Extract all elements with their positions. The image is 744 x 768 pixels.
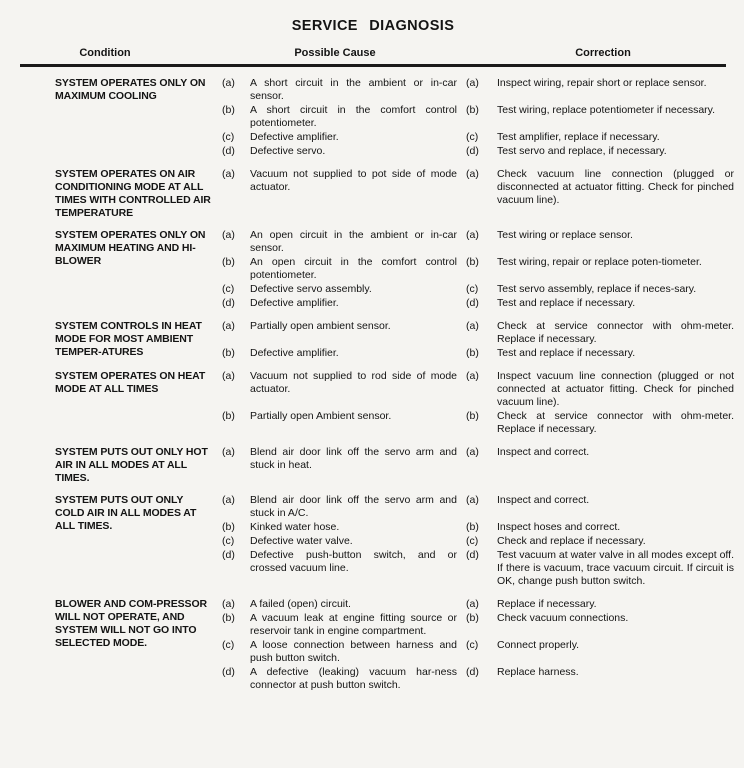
correction-letter: (b) <box>466 410 479 422</box>
diagnosis-table <box>55 47 737 693</box>
cause-text: Defective amplifier. <box>250 131 339 143</box>
cause-correction-cell <box>222 446 737 473</box>
table-row <box>55 370 737 437</box>
cause-correction-pair <box>222 494 737 520</box>
table-row <box>55 598 737 693</box>
cause-text: A defective (leaking) vacuum har-ness connector at push button switch. <box>250 666 457 691</box>
cause-correction-cell <box>222 370 737 437</box>
correction-text: Test wiring, repair or replace poten-tiometer. <box>497 256 702 268</box>
correction-text: Test and replace if necessary. <box>497 297 636 309</box>
correction-text: Inspect hoses and correct. <box>497 521 621 533</box>
correction-letter: (b) <box>466 104 479 116</box>
table-row <box>55 320 737 361</box>
cause-correction-cell <box>222 598 737 693</box>
correction-letter: (d) <box>466 297 479 309</box>
page-title: SERVICE DIAGNOSIS <box>291 18 455 34</box>
cause-text: Partially open ambient sensor. <box>250 320 391 332</box>
cause-text: A loose connection between harness and push button switch. <box>250 639 457 664</box>
correction-letter: (a) <box>466 598 479 610</box>
condition-cell: SYSTEM CONTROLS IN HEAT MODE FOR MOST AMBIENT TEMPER-ATURES <box>55 320 202 358</box>
cause-text: Kinked water hose. <box>250 521 340 533</box>
cause-letter: (a) <box>222 446 235 458</box>
cause-text: A vacuum leak at engine fitting source or reservoir tank in engine compartment. <box>250 612 457 637</box>
cause-text: Defective servo. <box>250 145 326 157</box>
cause-correction-pair <box>222 549 737 588</box>
cause-correction-cell <box>222 229 737 311</box>
cause-correction-cell <box>222 77 737 159</box>
cause-letter: (a) <box>222 168 235 180</box>
table-row <box>55 229 737 311</box>
correction-letter: (c) <box>466 283 479 295</box>
table-row <box>55 168 737 220</box>
correction-text: Test wiring or replace sensor. <box>497 229 633 241</box>
cause-letter: (c) <box>222 535 235 547</box>
cause-letter: (d) <box>222 297 235 309</box>
cause-letter: (b) <box>222 104 235 116</box>
cause-text: A short circuit in the comfort control potentiometer. <box>250 104 457 129</box>
correction-letter: (d) <box>466 145 479 157</box>
cause-letter: (b) <box>222 347 235 359</box>
cause-correction-pair <box>222 145 737 158</box>
cause-letter: (a) <box>222 494 235 506</box>
correction-letter: (a) <box>466 320 479 332</box>
cause-text: Defective servo assembly. <box>250 283 372 295</box>
cause-letter: (d) <box>222 549 235 561</box>
correction-letter: (c) <box>466 131 479 143</box>
condition-cell: SYSTEM OPERATES ON AIR CONDITIONING MODE AT ALL TIMES WITH CONTROLLED AIR TEMPERATURE <box>55 168 211 219</box>
correction-text: Test servo assembly, replace if neces-sary. <box>497 283 697 295</box>
cause-correction-pair <box>222 347 737 360</box>
correction-text: Check at service connector with ohm-meter. Replace if necessary. <box>497 410 734 435</box>
cause-letter: (b) <box>222 256 235 268</box>
correction-text: Test servo and replace, if necessary. <box>497 145 667 157</box>
cause-correction-pair <box>222 297 737 310</box>
cause-correction-pair <box>222 131 737 144</box>
cause-letter: (a) <box>222 370 235 382</box>
cause-letter: (b) <box>222 410 235 422</box>
cause-text: Defective amplifier. <box>250 297 339 309</box>
correction-text: Inspect and correct. <box>497 494 590 506</box>
correction-letter: (c) <box>466 535 479 547</box>
column-header-condition: Condition <box>79 47 131 59</box>
cause-text: An open circuit in the ambient or in-car sensor. <box>250 229 457 254</box>
correction-letter: (a) <box>466 77 479 89</box>
cause-correction-pair <box>222 446 737 472</box>
cause-correction-cell <box>222 168 737 208</box>
cause-correction-cell <box>222 494 737 589</box>
correction-letter: (b) <box>466 521 479 533</box>
correction-text: Replace harness. <box>497 666 579 678</box>
cause-correction-pair <box>222 521 737 534</box>
correction-text: Test and replace if necessary. <box>497 347 636 359</box>
cause-correction-pair <box>222 612 737 638</box>
cause-text: A short circuit in the ambient or in-car sensor. <box>250 77 457 102</box>
table-row <box>55 494 737 589</box>
cause-correction-pair <box>222 410 737 436</box>
cause-correction-pair <box>222 666 737 692</box>
cause-text: Defective water valve. <box>250 535 353 547</box>
table-row <box>55 77 737 159</box>
cause-text: A failed (open) circuit. <box>250 598 351 610</box>
table-header-row <box>20 47 726 59</box>
cause-text: Blend air door link off the servo arm and stuck in heat. <box>250 446 457 471</box>
correction-text: Check and replace if necessary. <box>497 535 646 547</box>
correction-letter: (a) <box>466 370 479 382</box>
correction-text: Replace if necessary. <box>497 598 597 610</box>
correction-letter: (b) <box>466 612 479 624</box>
cause-letter: (a) <box>222 598 235 610</box>
cause-text: Defective push-button switch, and or crossed vacuum line. <box>250 549 457 574</box>
cause-correction-pair <box>222 168 737 207</box>
condition-cell: SYSTEM OPERATES ONLY ON MAXIMUM HEATING AND HI-BLOWER <box>55 229 206 267</box>
correction-letter: (b) <box>466 347 479 359</box>
correction-letter: (d) <box>466 666 479 678</box>
correction-letter: (d) <box>466 549 479 561</box>
cause-letter: (a) <box>222 77 235 89</box>
cause-text: Blend air door link off the servo arm and stuck in A/C. <box>250 494 457 519</box>
correction-text: Inspect vacuum line connection (plugged or not connected at actuator fitting. Check for pinched vacuum line). <box>497 370 734 408</box>
cause-letter: (c) <box>222 639 235 651</box>
correction-letter: (b) <box>466 256 479 268</box>
correction-text: Test amplifier, replace if necessary. <box>497 131 660 143</box>
correction-letter: (a) <box>466 229 479 241</box>
cause-letter: (c) <box>222 131 235 143</box>
cause-correction-pair <box>222 229 737 255</box>
condition-cell: BLOWER AND COM-PRESSOR WILL NOT OPERATE, AND SYSTEM WILL NOT GO INTO SELECTED MODE. <box>55 598 207 649</box>
correction-text: Check vacuum connections. <box>497 612 629 624</box>
cause-correction-pair <box>222 598 737 611</box>
cause-letter: (a) <box>222 229 235 241</box>
cause-correction-pair <box>222 535 737 548</box>
table-row <box>55 446 737 485</box>
cause-correction-pair <box>222 639 737 665</box>
correction-text: Connect properly. <box>497 639 580 651</box>
cause-text: Partially open Ambient sensor. <box>250 410 392 422</box>
correction-letter: (a) <box>466 168 479 180</box>
cause-text: Vacuum not supplied to rod side of mode actuator. <box>250 370 457 395</box>
cause-letter: (a) <box>222 320 235 332</box>
correction-text: Test wiring, replace potentiometer if necessary. <box>497 104 716 116</box>
cause-letter: (b) <box>222 612 235 624</box>
cause-correction-pair <box>222 256 737 282</box>
header-divider-rule <box>20 64 726 67</box>
condition-cell: SYSTEM OPERATES ONLY ON MAXIMUM COOLING <box>55 77 206 102</box>
correction-text: Test vacuum at water valve in all modes except off. If there is vacuum, trace vacuum circuit. If circuit is OK, change push button switch. <box>497 549 734 587</box>
cause-letter: (d) <box>222 666 235 678</box>
correction-letter: (a) <box>466 446 479 458</box>
cause-text: Vacuum not supplied to pot side of mode actuator. <box>250 168 457 193</box>
correction-letter: (c) <box>466 639 479 651</box>
correction-text: Check at service connector with ohm-meter. Replace if necessary. <box>497 320 734 345</box>
correction-text: Inspect wiring, repair short or replace sensor. <box>497 77 707 89</box>
condition-cell: SYSTEM PUTS OUT ONLY HOT AIR IN ALL MODES AT ALL TIMES. <box>55 446 208 484</box>
column-header-possible-cause: Possible Cause <box>294 47 376 59</box>
cause-correction-cell <box>222 320 737 361</box>
cause-letter: (d) <box>222 145 235 157</box>
condition-cell: SYSTEM PUTS OUT ONLY COLD AIR IN ALL MODES AT ALL TIMES. <box>55 494 197 532</box>
correction-text: Inspect and correct. <box>497 446 590 458</box>
cause-correction-pair <box>222 370 737 409</box>
column-header-correction: Correction <box>575 47 631 59</box>
correction-letter: (a) <box>466 494 479 506</box>
cause-correction-pair <box>222 320 737 346</box>
correction-text: Check vacuum line connection (plugged or disconnected at actuator fitting. Check for pinched vacuum line). <box>497 168 734 206</box>
cause-correction-pair <box>222 283 737 296</box>
cause-correction-pair <box>222 104 737 130</box>
cause-letter: (b) <box>222 521 235 533</box>
condition-cell: SYSTEM OPERATES ON HEAT MODE AT ALL TIMES <box>55 370 206 395</box>
cause-correction-pair <box>222 77 737 103</box>
cause-letter: (c) <box>222 283 235 295</box>
cause-text: Defective amplifier. <box>250 347 339 359</box>
cause-text: An open circuit in the comfort control potentiometer. <box>250 256 457 281</box>
